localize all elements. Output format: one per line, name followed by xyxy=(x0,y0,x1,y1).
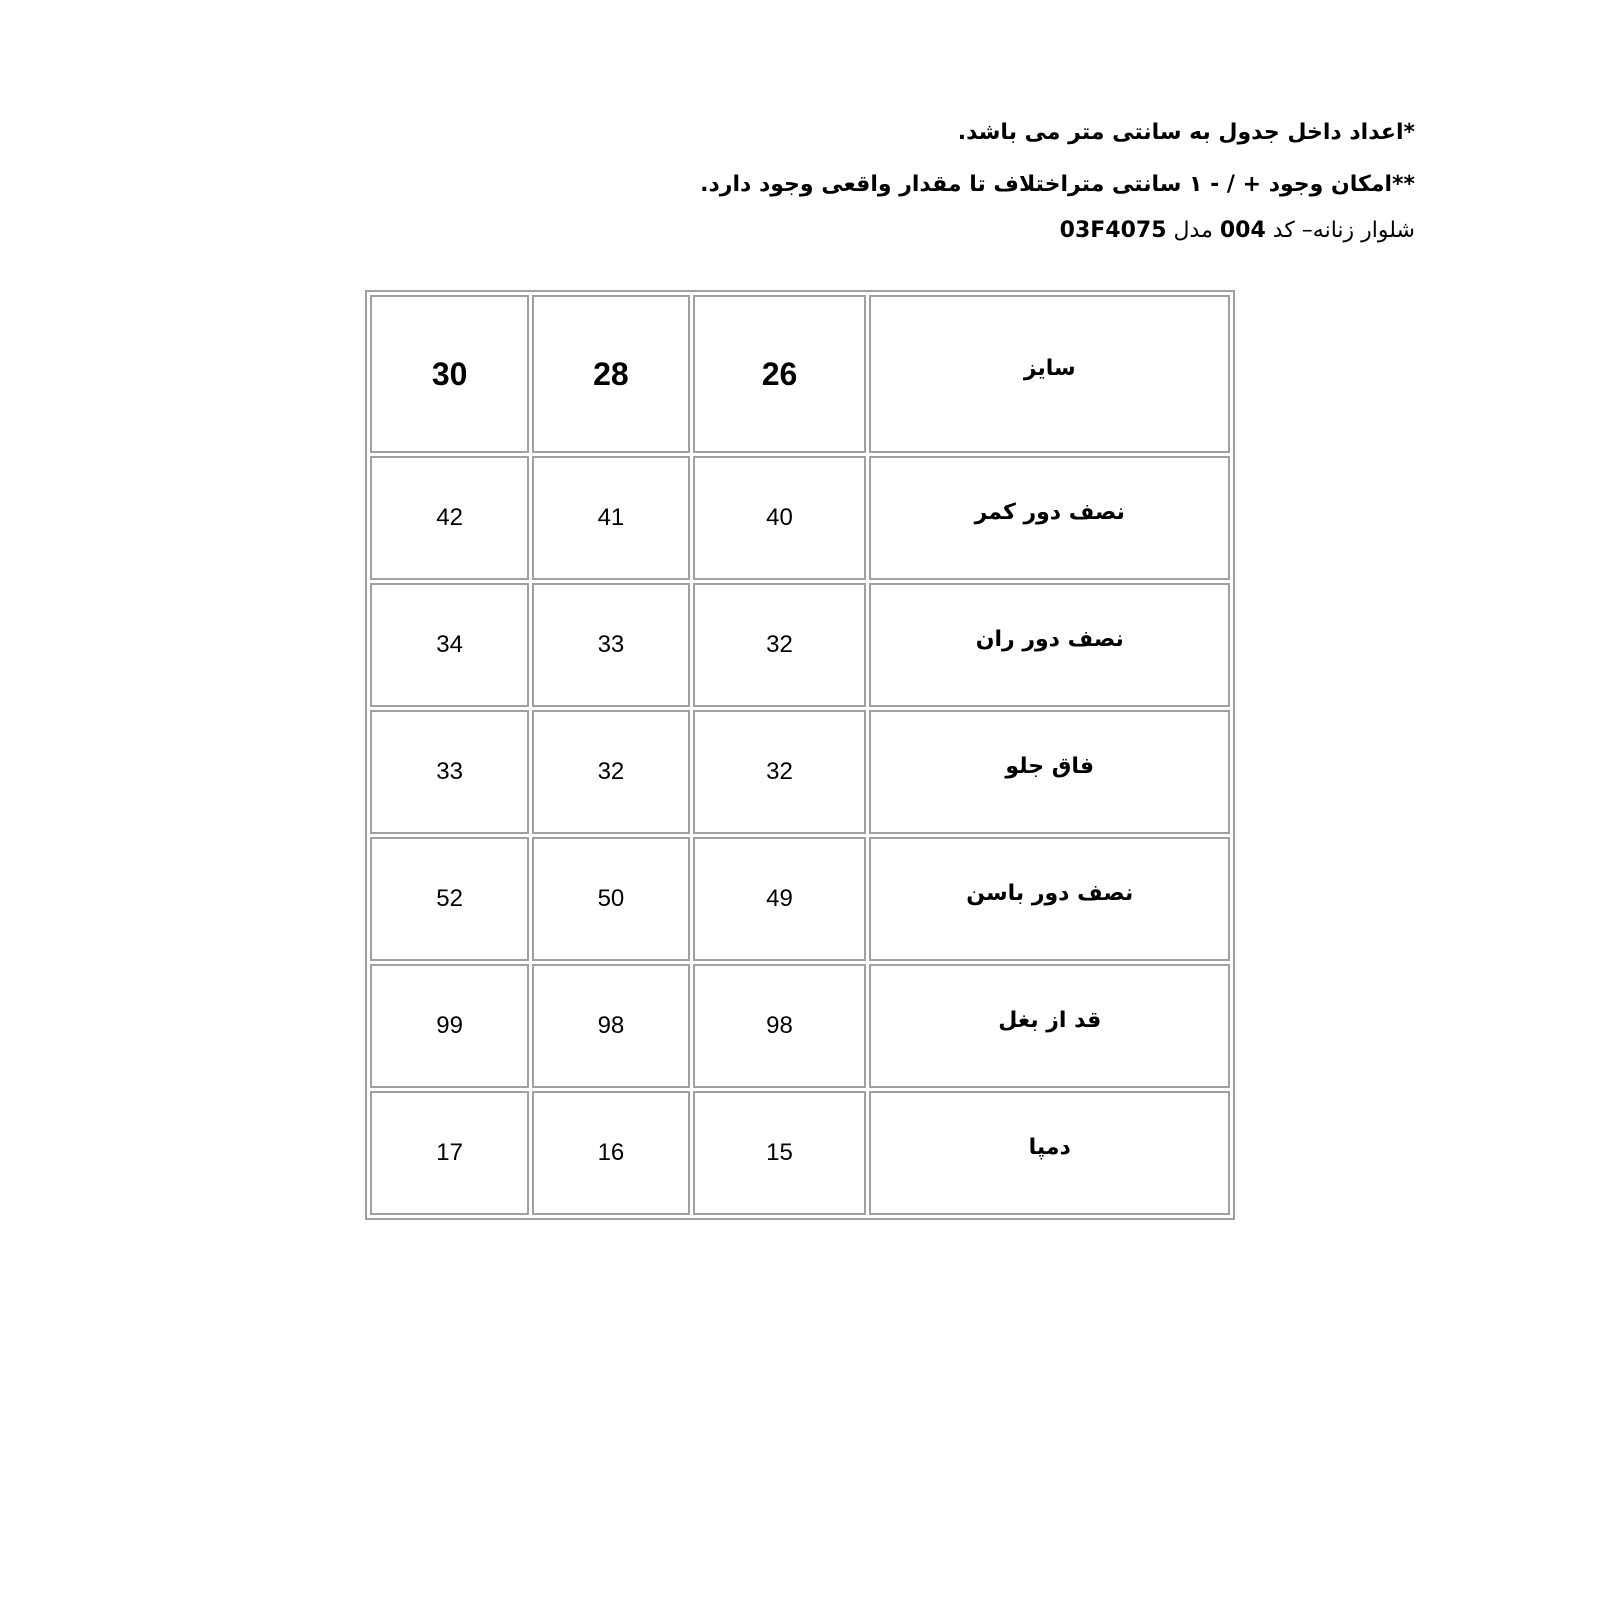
value-cell: 98 xyxy=(693,964,867,1088)
note-tolerance: **امکان وجود + / - ۱ سانتی متراختلاف تا مقدار واقعی وجود دارد. xyxy=(700,172,1415,197)
value-cell: 42 xyxy=(370,456,529,580)
table-row xyxy=(370,1091,1230,1215)
value-cell: 16 xyxy=(532,1091,689,1215)
table-header-row xyxy=(370,295,1230,453)
header-size-cell: 26 xyxy=(693,295,867,453)
value-cell: 32 xyxy=(532,710,689,834)
header-size-cell: 30 xyxy=(370,295,529,453)
row-label-cell: فاق جلو xyxy=(869,710,1230,834)
value-cell: 33 xyxy=(370,710,529,834)
value-cell: 32 xyxy=(693,710,867,834)
value-cell: 41 xyxy=(532,456,689,580)
value-cell: 15 xyxy=(693,1091,867,1215)
value-cell: 32 xyxy=(693,583,867,707)
row-label-cell: نصف دور کمر xyxy=(869,456,1230,580)
product-type-label: شلوار زنانه– کد xyxy=(1272,218,1415,243)
product-model-label: مدل xyxy=(1173,218,1213,243)
table-row xyxy=(370,710,1230,834)
value-cell: 34 xyxy=(370,583,529,707)
product-code: 004 xyxy=(1219,218,1266,243)
value-cell: 50 xyxy=(532,837,689,961)
row-label-cell: نصف دور باسن xyxy=(869,837,1230,961)
value-cell: 99 xyxy=(370,964,529,1088)
row-label-cell: دمپا xyxy=(869,1091,1230,1215)
row-label-cell: قد از بغل xyxy=(869,964,1230,1088)
product-title xyxy=(1060,216,1415,246)
size-table xyxy=(365,290,1235,1220)
table-row xyxy=(370,456,1230,580)
header-label-cell: سایز xyxy=(869,295,1230,453)
table-row xyxy=(370,964,1230,1088)
note-units: *اعداد داخل جدول به سانتی متر می باشد. xyxy=(957,120,1415,145)
value-cell: 49 xyxy=(693,837,867,961)
value-cell: 17 xyxy=(370,1091,529,1215)
value-cell: 52 xyxy=(370,837,529,961)
value-cell: 98 xyxy=(532,964,689,1088)
value-cell: 40 xyxy=(693,456,867,580)
value-cell: 33 xyxy=(532,583,689,707)
row-label-cell: نصف دور ران xyxy=(869,583,1230,707)
table-row xyxy=(370,837,1230,961)
product-model: 03F4075 xyxy=(1059,218,1167,243)
table-row xyxy=(370,583,1230,707)
header-size-cell: 28 xyxy=(532,295,689,453)
